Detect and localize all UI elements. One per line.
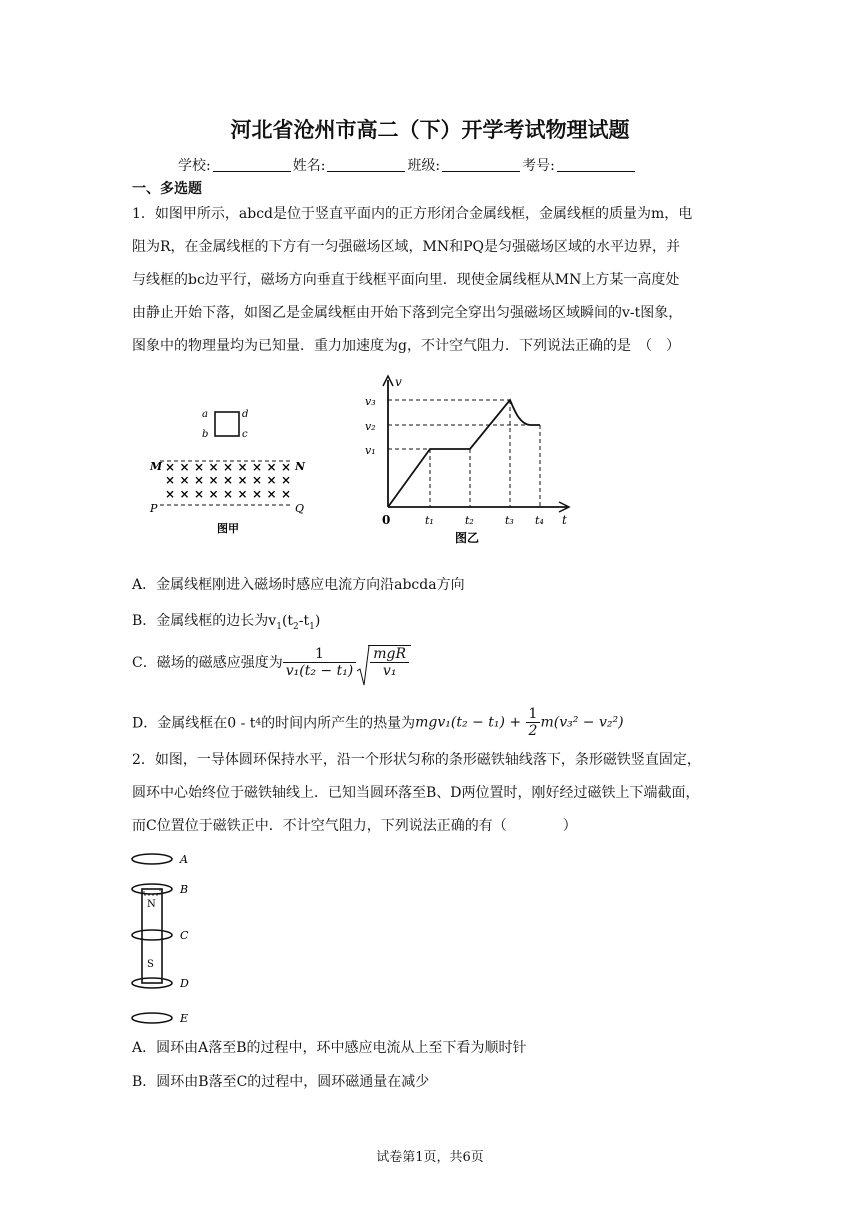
q1-option-b-text: (t bbox=[281, 613, 294, 629]
label-S-pole: S bbox=[147, 959, 154, 970]
field-cross: × bbox=[237, 460, 248, 474]
number-label: 考号: bbox=[522, 158, 555, 174]
page-footer: 试卷第1页，共6页 bbox=[376, 1150, 484, 1165]
magnetic-field-crosses bbox=[165, 460, 291, 501]
section-heading-multiple-choice: 一、多选题 bbox=[132, 181, 202, 197]
label-c: c bbox=[242, 429, 248, 440]
question-1-line: 阻为R，在金属线框的下方有一匀强磁场区域，MN和PQ是匀强磁场区域的水平边界，并 bbox=[132, 239, 681, 255]
page-title: 河北省沧州市高二（下）开学考试物理试题 bbox=[230, 118, 630, 142]
label-N-pole: N bbox=[147, 899, 156, 910]
t1-label: t₁ bbox=[425, 514, 434, 527]
field-cross: × bbox=[237, 487, 248, 501]
q1-option-d-half bbox=[526, 706, 541, 739]
v2-label: v₂ bbox=[365, 420, 376, 433]
school-blank bbox=[213, 171, 291, 172]
class-blank bbox=[442, 171, 520, 172]
ring-position-a bbox=[132, 854, 172, 864]
number-blank bbox=[557, 171, 635, 172]
label-b: b bbox=[202, 429, 209, 440]
q1-option-b-sub: 1 bbox=[309, 621, 315, 632]
label-C: C bbox=[180, 929, 189, 942]
q1-option-b-sub: 2 bbox=[293, 621, 299, 632]
field-cross: × bbox=[165, 460, 176, 474]
fraction-denominator: 2 bbox=[528, 723, 538, 739]
square-root bbox=[356, 645, 411, 679]
label-a: a bbox=[202, 409, 208, 420]
class-label: 班级: bbox=[407, 158, 441, 174]
question-1-line: 1．如图甲所示，abcd是位于竖直平面内的正方形闭合金属线框，金属线框的质量为m，电 bbox=[132, 206, 693, 222]
label-D: D bbox=[180, 977, 189, 990]
t3-label: t₃ bbox=[505, 514, 514, 527]
radicand-numerator: mgR bbox=[370, 646, 409, 663]
label-M: M bbox=[150, 460, 163, 473]
field-cross: × bbox=[194, 487, 205, 501]
figure-yi-vt-graph bbox=[355, 372, 575, 547]
caption-yi: 图乙 bbox=[455, 531, 480, 545]
field-cross: × bbox=[165, 487, 176, 501]
field-cross: × bbox=[179, 487, 190, 501]
field-cross: × bbox=[179, 460, 190, 474]
origin-label: 0 bbox=[382, 513, 391, 527]
q1-option-c-text: C．磁场的磁感应强度为 bbox=[132, 655, 283, 671]
fraction-numerator: 1 bbox=[283, 646, 357, 663]
name-blank bbox=[327, 171, 405, 172]
question-2-line: 圆环中心始终位于磁铁轴线上．已知当圆环落至B、D两位置时，刚好经过磁铁上下端截面， bbox=[132, 785, 700, 801]
question-1-line: 图象中的物理量均为已知量．重力加速度为g，不计空气阻力．下列说法正确的是 （ ） bbox=[132, 338, 680, 354]
label-E: E bbox=[180, 1012, 189, 1025]
q1-option-c-fraction bbox=[283, 646, 357, 679]
field-cross: × bbox=[223, 473, 234, 487]
q2-option-b: B．圆环由B落至C的过程中，圆环磁通量在减少 bbox=[132, 1074, 430, 1090]
t4-label: t₄ bbox=[535, 514, 544, 527]
field-cross: × bbox=[223, 460, 234, 474]
label-P: P bbox=[150, 502, 158, 515]
field-cross: × bbox=[252, 473, 263, 487]
caption-jia: 图甲 bbox=[217, 522, 239, 535]
field-cross: × bbox=[237, 473, 248, 487]
field-cross: × bbox=[266, 460, 277, 474]
q1-option-b-text: ) bbox=[314, 613, 321, 629]
ring-position-c bbox=[132, 930, 172, 940]
q1-option-d-expr: mgv₁(t₂ − t₁) + bbox=[415, 714, 526, 731]
q1-option-d-text: D．金属线框在0 - t bbox=[132, 715, 256, 732]
field-cross: × bbox=[281, 473, 292, 487]
q1-option-b bbox=[132, 610, 320, 632]
field-cross: × bbox=[194, 460, 205, 474]
field-cross: × bbox=[179, 473, 190, 487]
field-cross: × bbox=[266, 473, 277, 487]
axis-v-label: v bbox=[395, 375, 402, 389]
axis-t-label: t bbox=[562, 513, 567, 527]
name-label: 姓名: bbox=[292, 158, 326, 174]
school-label: 学校: bbox=[178, 158, 211, 174]
q2-option-a: A．圆环由A落至B的过程中，环中感应电流从上至下看为顺时针 bbox=[132, 1040, 527, 1056]
field-cross: × bbox=[208, 460, 219, 474]
label-A: A bbox=[180, 853, 188, 866]
t2-label: t₂ bbox=[465, 514, 474, 527]
vt-curve bbox=[388, 400, 540, 507]
label-d: d bbox=[242, 409, 249, 420]
fraction-denominator: v₁(t₂ − t₁) bbox=[285, 662, 354, 679]
field-cross: × bbox=[223, 487, 234, 501]
field-cross: × bbox=[281, 487, 292, 501]
q1-option-c bbox=[132, 645, 411, 679]
v1-label: v₁ bbox=[365, 444, 376, 457]
question-2-stem bbox=[132, 744, 727, 843]
q1-option-d-expr: m(v₃² − v₂²) bbox=[540, 714, 624, 731]
label-B: B bbox=[180, 883, 189, 896]
field-cross: × bbox=[208, 473, 219, 487]
q1-option-d-sub: 4 bbox=[255, 717, 262, 728]
question-1-line: 与线框的bc边平行，磁场方向垂直于线框平面向里．现使金属线框从MN上方某一高度处 bbox=[132, 272, 680, 288]
field-cross: × bbox=[252, 460, 263, 474]
q1-option-d-text: 的时间内所产生的热量为 bbox=[261, 715, 416, 732]
question-2-line: 2．如图，一导体圆环保持水平，沿一个形状匀称的条形磁铁轴线落下，条形磁铁竖直固定， bbox=[132, 752, 701, 768]
question-1-line: 由静止开始下落，如图乙是金属线框由开始下落到完全穿出匀强磁场区域瞬间的v-t图象， bbox=[132, 305, 683, 321]
radicand-denominator: v₁ bbox=[382, 663, 397, 679]
field-cross: × bbox=[194, 473, 205, 487]
label-N: N bbox=[295, 460, 306, 473]
field-cross: × bbox=[252, 487, 263, 501]
q1-option-a: A．金属线框刚进入磁场时感应电流方向沿abcda方向 bbox=[132, 577, 465, 593]
student-info-line bbox=[178, 155, 637, 175]
field-cross: × bbox=[281, 460, 292, 474]
q1-option-b-text: B．金属线框的边长为v bbox=[132, 613, 277, 629]
q1-option-b-text: -t bbox=[298, 613, 310, 629]
question-1-stem bbox=[132, 198, 727, 363]
field-cross: × bbox=[266, 487, 277, 501]
v3-label: v₃ bbox=[365, 395, 376, 408]
label-Q: Q bbox=[295, 502, 305, 515]
square-loop bbox=[215, 412, 239, 436]
field-cross: × bbox=[165, 473, 176, 487]
q1-option-b-sub: 1 bbox=[276, 621, 282, 632]
question-2-line: 而C位置位于磁铁正中．不计空气阻力，下列说法正确的有（ ） bbox=[132, 818, 577, 834]
q1-option-d bbox=[132, 706, 624, 739]
figure-jia bbox=[125, 395, 315, 540]
ring-position-e bbox=[132, 1013, 172, 1023]
field-cross: × bbox=[208, 487, 219, 501]
fraction-numerator: 1 bbox=[526, 706, 541, 723]
figure-ring-magnet bbox=[128, 845, 218, 1030]
